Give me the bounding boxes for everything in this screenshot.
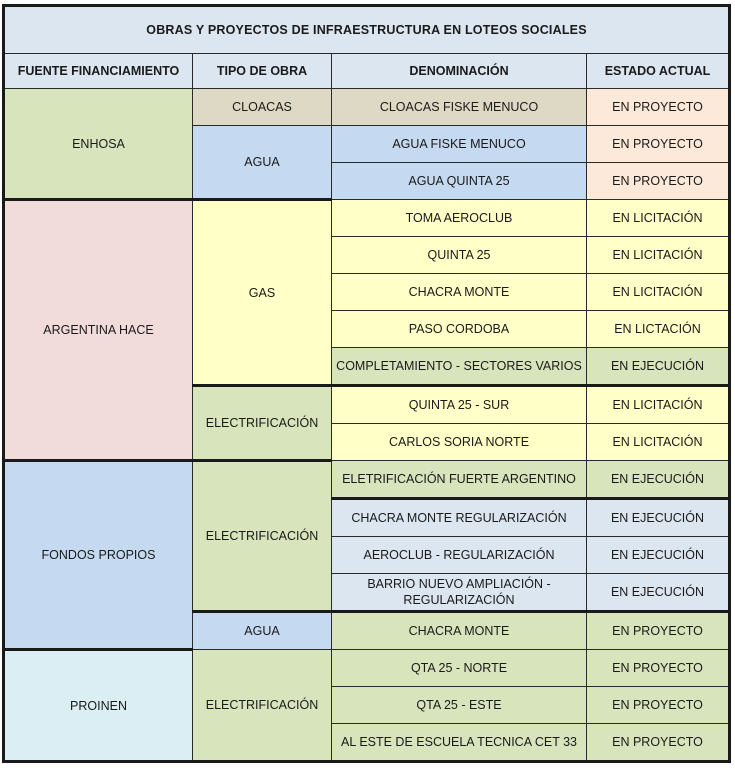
source-fondos-propios: FONDOS PROPIOS — [4, 461, 193, 650]
estado-cell: EN EJECUCIÓN — [587, 574, 730, 612]
table-row — [4, 200, 730, 237]
denominacion-cell: PASO CORDOBA — [332, 311, 587, 348]
type-agua: AGUA — [193, 612, 332, 650]
type-gas: GAS — [193, 200, 332, 386]
estado-cell: EN LICITACIÓN — [587, 274, 730, 311]
denominacion-cell: COMPLETAMIENTO - SECTORES VARIOS — [332, 348, 587, 386]
denominacion-cell: QUINTA 25 — [332, 237, 587, 274]
denominacion-cell: CARLOS SORIA NORTE — [332, 424, 587, 461]
denominacion-cell: TOMA AEROCLUB — [332, 200, 587, 237]
denominacion-cell: AEROCLUB - REGULARIZACIÓN — [332, 537, 587, 574]
denominacion-cell: BARRIO NUEVO AMPLIACIÓN - REGULARIZACIÓN — [332, 574, 587, 612]
estado-cell: EN PROYECTO — [587, 126, 730, 163]
estado-cell: EN LICITACIÓN — [587, 237, 730, 274]
type-electrificacion: ELECTRIFICACIÓN — [193, 650, 332, 762]
source-enhosa: ENHOSA — [4, 89, 193, 200]
estado-cell: EN LICTACIÓN — [587, 311, 730, 348]
estado-cell: EN PROYECTO — [587, 612, 730, 650]
denominacion-cell: AGUA QUINTA 25 — [332, 163, 587, 200]
header-row — [4, 54, 730, 89]
title-row — [4, 6, 730, 54]
estado-cell: EN PROYECTO — [587, 650, 730, 687]
source-argentina-hace: ARGENTINA HACE — [4, 200, 193, 461]
estado-cell: EN EJECUCIÓN — [587, 499, 730, 537]
type-electrificacion: ELECTRIFICACIÓN — [193, 461, 332, 612]
estado-cell: EN PROYECTO — [587, 724, 730, 762]
estado-cell: EN EJECUCIÓN — [587, 461, 730, 499]
infrastructure-table — [2, 4, 731, 763]
estado-cell: EN LICITACIÓN — [587, 424, 730, 461]
table-row — [4, 89, 730, 126]
header-fuente: FUENTE FINANCIAMIENTO — [4, 54, 193, 89]
type-agua: AGUA — [193, 126, 332, 200]
estado-cell: EN PROYECTO — [587, 163, 730, 200]
estado-cell: EN EJECUCIÓN — [587, 537, 730, 574]
denominacion-cell: CLOACAS FISKE MENUCO — [332, 89, 587, 126]
denominacion-cell: CHACRA MONTE — [332, 612, 587, 650]
table-row — [4, 461, 730, 499]
header-estado: ESTADO ACTUAL — [587, 54, 730, 89]
type-cloacas: CLOACAS — [193, 89, 332, 126]
header-tipo: TIPO DE OBRA — [193, 54, 332, 89]
estado-cell: EN EJECUCIÓN — [587, 348, 730, 386]
denominacion-cell: AL ESTE DE ESCUELA TECNICA CET 33 — [332, 724, 587, 762]
type-electrificacion: ELECTRIFICACIÓN — [193, 386, 332, 461]
estado-cell: EN LICITACIÓN — [587, 200, 730, 237]
source-proinen: PROINEN — [4, 650, 193, 762]
denominacion-cell: QUINTA 25 - SUR — [332, 386, 587, 424]
estado-cell: EN PROYECTO — [587, 89, 730, 126]
denominacion-cell: CHACRA MONTE — [332, 274, 587, 311]
denominacion-cell: ELETRIFICACIÓN FUERTE ARGENTINO — [332, 461, 587, 499]
table-title: OBRAS Y PROYECTOS DE INFRAESTRUCTURA EN LOTEOS SOCIALES — [4, 6, 730, 54]
estado-cell: EN PROYECTO — [587, 687, 730, 724]
header-denominacion: DENOMINACIÓN — [332, 54, 587, 89]
table-row — [4, 650, 730, 687]
denominacion-cell: AGUA FISKE MENUCO — [332, 126, 587, 163]
denominacion-cell: QTA 25 - NORTE — [332, 650, 587, 687]
denominacion-cell: CHACRA MONTE REGULARIZACIÓN — [332, 499, 587, 537]
denominacion-cell: QTA 25 - ESTE — [332, 687, 587, 724]
estado-cell: EN LICITACIÓN — [587, 386, 730, 424]
